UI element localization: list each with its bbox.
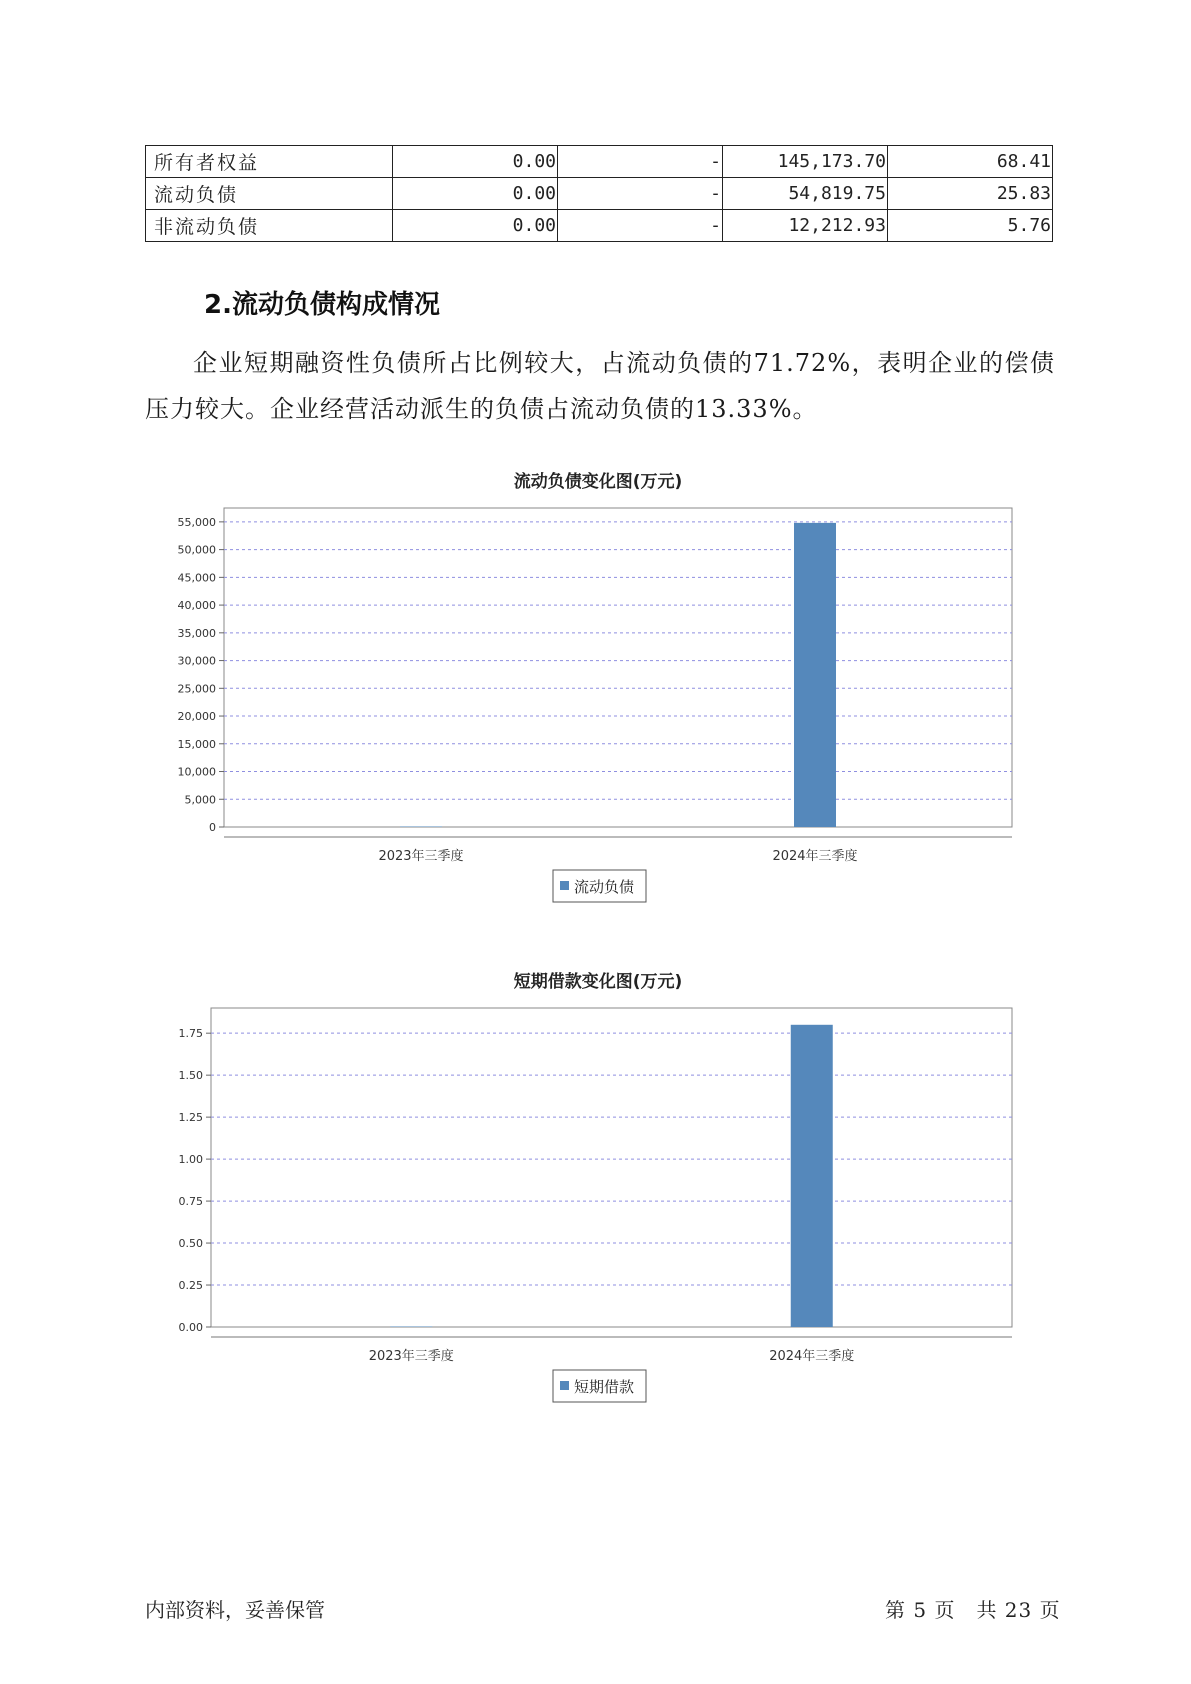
y-tick-label: 30,000 <box>177 654 216 668</box>
legend <box>553 870 646 902</box>
table-cell: 68.41 <box>888 146 1053 178</box>
y-tick-label: 25,000 <box>177 682 216 696</box>
current-liabilities-chart <box>0 460 1191 920</box>
section-heading: 2.流动负债构成情况 <box>204 290 440 320</box>
y-tick-label: 10,000 <box>177 765 216 779</box>
table-cell: 25.83 <box>888 178 1053 210</box>
table-row <box>146 178 1053 210</box>
y-tick-label: 40,000 <box>177 599 216 613</box>
bar <box>791 1025 833 1327</box>
table-cell: 54,819.75 <box>723 178 888 210</box>
row-label: 流动负债 <box>146 178 393 210</box>
table-cell: 0.00 <box>393 210 558 242</box>
y-tick-label: 0.25 <box>178 1279 203 1293</box>
table-cell: 0.00 <box>393 178 558 210</box>
legend <box>553 1370 646 1402</box>
x-tick-label: 2023年三季度 <box>378 849 464 864</box>
table-cell: - <box>558 178 723 210</box>
bar <box>400 827 442 828</box>
row-label: 所有者权益 <box>146 146 393 178</box>
legend-swatch <box>560 1381 569 1390</box>
y-tick-label: 55,000 <box>177 515 216 529</box>
legend-label: 流动负债 <box>574 878 635 896</box>
y-tick-label: 0.50 <box>178 1237 203 1251</box>
table-cell: 5.76 <box>888 210 1053 242</box>
table-cell: - <box>558 146 723 178</box>
table-cell: 145,173.70 <box>723 146 888 178</box>
y-tick-label: 5,000 <box>184 793 216 807</box>
bar <box>794 523 836 827</box>
y-tick-label: 1.75 <box>178 1027 203 1041</box>
short-term-loans-chart <box>0 960 1191 1420</box>
table-cell: - <box>558 210 723 242</box>
footer-page-number: 第 5 页 共 23 页 <box>885 1598 1061 1622</box>
y-tick-label: 1.25 <box>178 1111 203 1125</box>
table-cell: 0.00 <box>393 146 558 178</box>
section-paragraph: 企业短期融资性负债所占比例较大，占流动负债的71.72%，表明企业的偿债压力较大。企业经营活动派生的负债占流动负债的13.33%。 <box>145 349 1055 423</box>
financial-table <box>145 145 1053 242</box>
chart-svg <box>0 960 1191 1420</box>
row-label: 非流动负债 <box>146 210 393 242</box>
y-tick-label: 0.75 <box>178 1195 203 1209</box>
y-tick-label: 45,000 <box>177 571 216 585</box>
x-tick-label: 2024年三季度 <box>769 1349 855 1364</box>
footer-confidential: 内部资料，妥善保管 <box>145 1598 325 1622</box>
legend-label: 短期借款 <box>574 1378 635 1396</box>
table-cell: 12,212.93 <box>723 210 888 242</box>
x-tick-label: 2024年三季度 <box>772 849 858 864</box>
bar <box>390 1327 432 1328</box>
y-tick-label: 1.00 <box>178 1153 203 1167</box>
table-row <box>146 210 1053 242</box>
chart-title: 短期借款变化图(万元) <box>513 972 683 992</box>
chart-title: 流动负债变化图(万元) <box>513 472 683 492</box>
y-tick-label: 20,000 <box>177 710 216 724</box>
y-tick-label: 35,000 <box>177 626 216 640</box>
chart-svg <box>0 460 1191 920</box>
y-tick-label: 0 <box>209 821 216 834</box>
y-tick-label: 1.50 <box>178 1069 203 1083</box>
legend-swatch <box>560 881 569 890</box>
y-tick-label: 15,000 <box>177 737 216 751</box>
table-row <box>146 146 1053 178</box>
y-tick-label: 50,000 <box>177 543 216 557</box>
plot-area <box>224 508 1012 827</box>
y-tick-label: 0.00 <box>178 1321 203 1334</box>
x-tick-label: 2023年三季度 <box>368 1349 454 1364</box>
plot-area <box>211 1008 1012 1327</box>
